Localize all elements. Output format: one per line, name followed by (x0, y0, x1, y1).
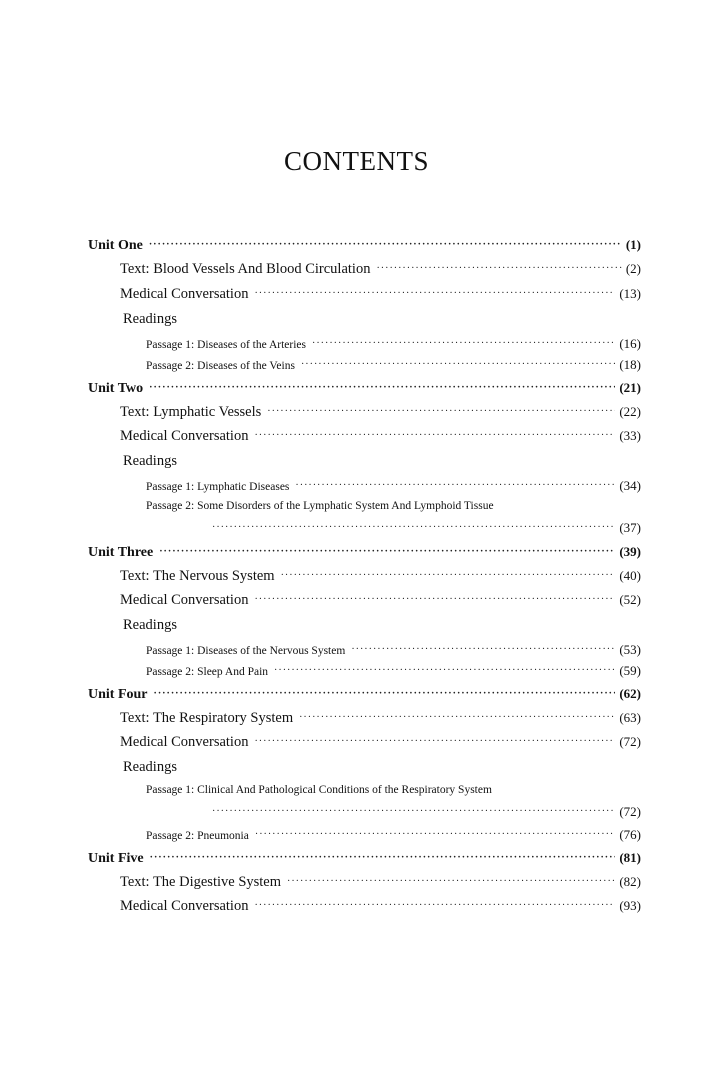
dot-leader (312, 338, 615, 349)
toc-passage-entry[interactable] (146, 642, 641, 658)
entry-label: Passage 2: Sleep And Pain (146, 666, 269, 678)
entry-label: Passage 1: Lymphatic Diseases (146, 481, 290, 493)
unit-label: Unit Two (88, 381, 144, 396)
dot-leader (281, 570, 616, 581)
dot-leader (267, 406, 615, 417)
entry-label: Passage 2: Diseases of the Veins (146, 360, 295, 372)
toc-text-entry[interactable] (120, 568, 641, 585)
entry-label: Text: The Digestive System (120, 874, 282, 890)
dot-leader (254, 430, 615, 441)
page-number: (1) (625, 237, 641, 252)
dot-leader (212, 806, 615, 817)
page-number: (93) (619, 898, 641, 913)
dot-leader (301, 359, 615, 370)
unit-label: Unit Four (88, 687, 148, 702)
dot-leader (287, 876, 615, 887)
page-title: CONTENTS (284, 146, 429, 176)
readings-heading: Readings (123, 617, 177, 633)
toc-conversation-entry[interactable] (120, 286, 641, 303)
entry-label: Medical Conversation (120, 428, 249, 444)
toc-text-entry[interactable] (120, 710, 641, 727)
toc-unit-two[interactable] (88, 380, 641, 397)
page-number: (52) (619, 592, 641, 607)
toc-passage-continuation[interactable] (212, 520, 641, 536)
toc-passage-entry[interactable] (146, 336, 641, 352)
toc-conversation-entry[interactable] (120, 592, 641, 609)
dot-leader (376, 263, 621, 274)
dot-leader (351, 644, 615, 655)
toc-conversation-entry[interactable] (120, 734, 641, 751)
toc-passage-label[interactable]: Passage 2: Some Disorders of the Lymphatic System And Lymphoid Tissue (146, 500, 494, 512)
dot-leader (212, 522, 615, 533)
page-number: (81) (619, 850, 641, 865)
toc-unit-one[interactable] (88, 237, 641, 254)
page-number: (33) (619, 428, 641, 443)
entry-label: Medical Conversation (120, 898, 249, 914)
toc-passage-entry[interactable] (146, 827, 641, 843)
dot-leader (299, 712, 615, 723)
dot-leader (254, 736, 615, 747)
page-number: (37) (619, 520, 641, 535)
page-number: (63) (619, 710, 641, 725)
toc-text-entry[interactable] (120, 261, 641, 278)
page-number: (72) (619, 734, 641, 749)
unit-label: Unit Five (88, 851, 144, 866)
dot-leader (295, 480, 615, 491)
dot-leader (150, 852, 616, 863)
readings-heading: Readings (123, 453, 177, 469)
entry-label: Medical Conversation (120, 286, 249, 302)
page-number: (18) (619, 357, 641, 372)
dot-leader (254, 288, 615, 299)
readings-heading: Readings (123, 311, 177, 327)
toc-passage-entry[interactable] (146, 357, 641, 373)
dot-leader (254, 594, 615, 605)
toc-passage-continuation[interactable] (212, 804, 641, 820)
toc-passage-entry[interactable] (146, 663, 641, 679)
entry-label: Text: The Nervous System (120, 568, 275, 584)
page-number: (76) (619, 827, 641, 842)
unit-label: Unit One (88, 238, 143, 253)
unit-label: Unit Three (88, 545, 154, 560)
page-number: (16) (619, 336, 641, 351)
page-number: (2) (625, 261, 641, 276)
toc-text-entry[interactable] (120, 874, 641, 891)
page-number: (34) (619, 478, 641, 493)
page-number: (59) (619, 663, 641, 678)
toc-passage-label[interactable]: Passage 1: Clinical And Pathological Conditions of the Respiratory System (146, 784, 492, 796)
page-number: (39) (619, 544, 641, 559)
page-number: (22) (619, 404, 641, 419)
toc-unit-three[interactable] (88, 544, 641, 561)
entry-label: Medical Conversation (120, 592, 249, 608)
toc-conversation-entry[interactable] (120, 428, 641, 445)
dot-leader (274, 665, 615, 676)
dot-leader (149, 239, 622, 250)
page-number: (82) (619, 874, 641, 889)
dot-leader (149, 382, 615, 393)
entry-label: Medical Conversation (120, 734, 249, 750)
page-number: (53) (619, 642, 641, 657)
toc-conversation-entry[interactable] (120, 898, 641, 915)
dot-leader (255, 829, 615, 840)
toc-unit-five[interactable] (88, 850, 641, 867)
toc-text-entry[interactable] (120, 404, 641, 421)
entry-label: Text: Blood Vessels And Blood Circulation (120, 261, 371, 277)
page-number: (40) (619, 568, 641, 583)
page-number: (62) (619, 686, 641, 701)
entry-label: Passage 1: Diseases of the Arteries (146, 339, 307, 351)
entry-label: Passage 1: Diseases of the Nervous System (146, 645, 346, 657)
toc-passage-entry[interactable] (146, 478, 641, 494)
toc-unit-four[interactable] (88, 686, 641, 703)
page-number: (21) (619, 380, 641, 395)
page-number: (13) (619, 286, 641, 301)
dot-leader (154, 688, 616, 699)
entry-label: Text: The Respiratory System (120, 710, 294, 726)
entry-label: Text: Lymphatic Vessels (120, 404, 262, 420)
dot-leader (159, 546, 615, 557)
readings-heading: Readings (123, 759, 177, 775)
dot-leader (254, 900, 615, 911)
page-number: (72) (619, 804, 641, 819)
entry-label: Passage 2: Pneumonia (146, 830, 249, 842)
